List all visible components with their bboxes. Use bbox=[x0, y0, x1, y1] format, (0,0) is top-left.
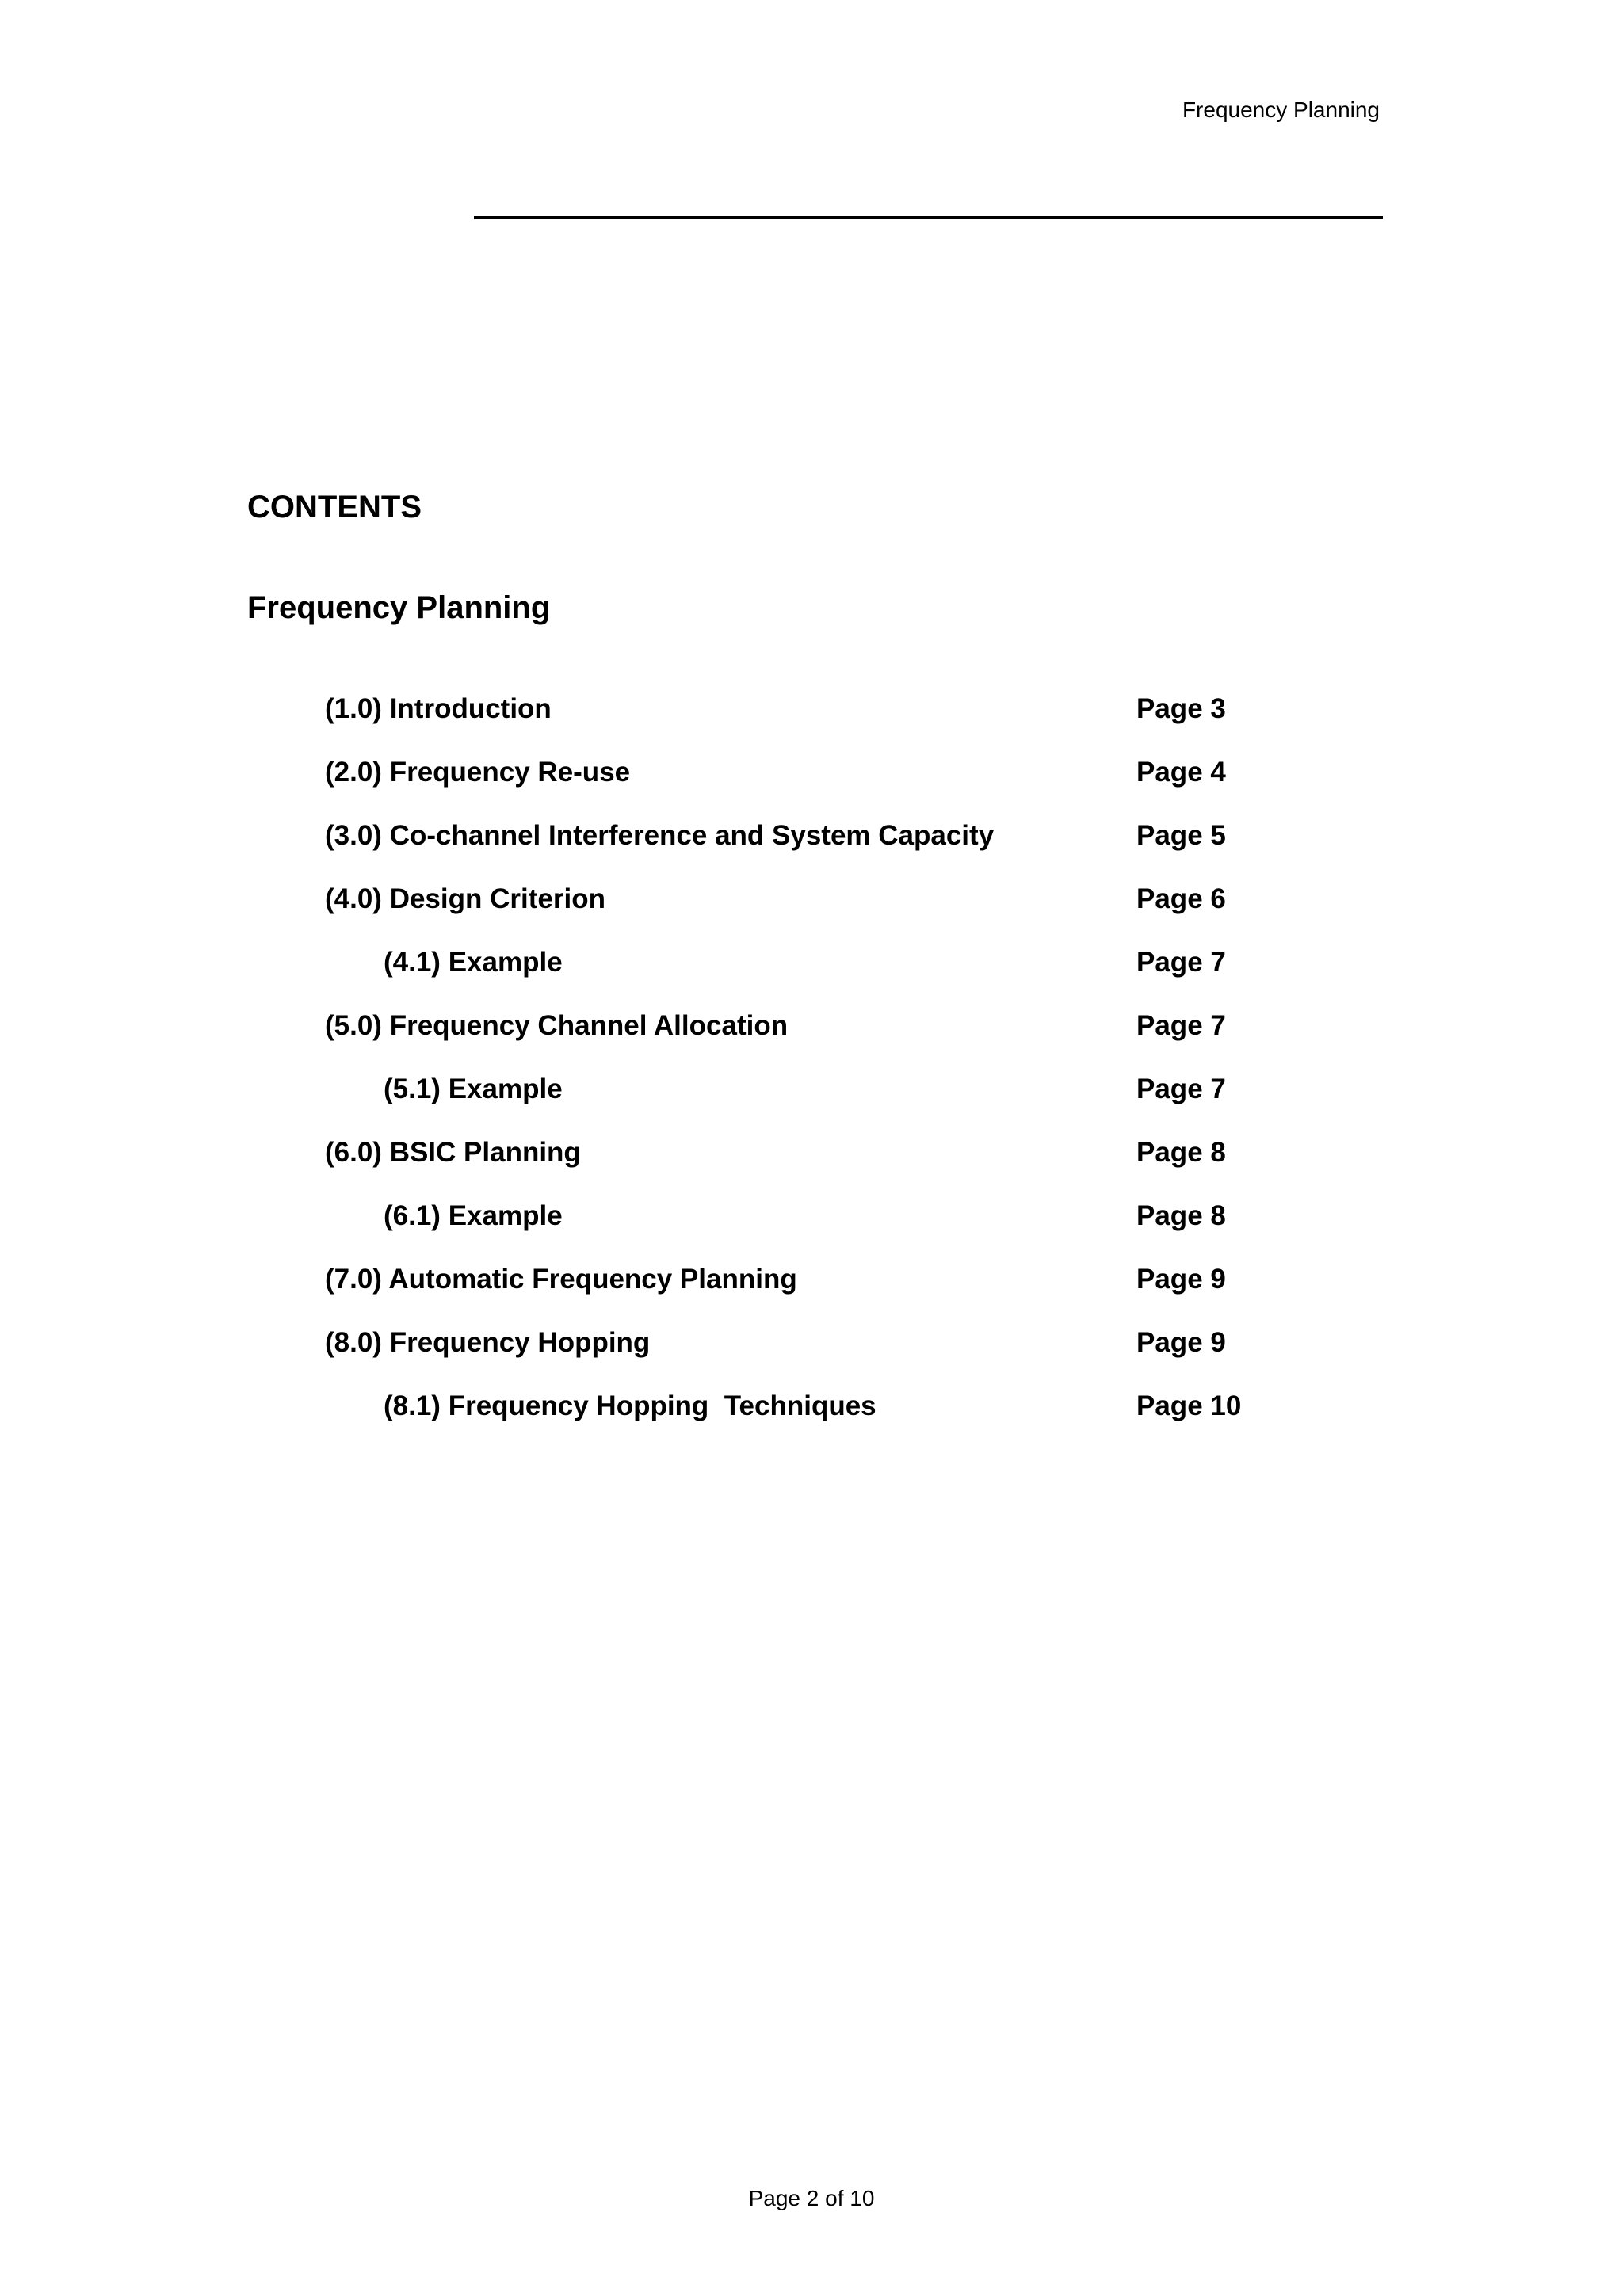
toc-entry-page: Page 8 bbox=[1136, 1137, 1226, 1168]
toc-entry-label: (8.1) Frequency Hopping Techniques bbox=[384, 1390, 876, 1421]
toc-entry[interactable] bbox=[0, 688, 1623, 751]
toc-entry[interactable] bbox=[0, 1258, 1623, 1322]
table-of-contents bbox=[0, 688, 1623, 1448]
toc-entry-label: (5.0) Frequency Channel Allocation bbox=[325, 1010, 789, 1041]
footer-page-number: Page 2 of 10 bbox=[748, 2186, 875, 2210]
toc-entry-label: (7.0) Automatic Frequency Planning bbox=[325, 1264, 797, 1295]
toc-subentry[interactable] bbox=[0, 1195, 1623, 1258]
toc-entry-page: Page 7 bbox=[1136, 947, 1226, 978]
toc-entry[interactable] bbox=[0, 814, 1623, 878]
toc-subentry[interactable] bbox=[0, 941, 1623, 1005]
toc-entry[interactable] bbox=[0, 1005, 1623, 1068]
toc-entry-page: Page 9 bbox=[1136, 1264, 1226, 1295]
toc-entry-label: (1.0) Introduction bbox=[325, 693, 552, 724]
toc-entry-page: Page 9 bbox=[1136, 1327, 1226, 1358]
toc-entry-page: Page 3 bbox=[1136, 693, 1226, 724]
toc-entry-page: Page 6 bbox=[1136, 883, 1226, 914]
toc-entry-label: (6.0) BSIC Planning bbox=[325, 1137, 581, 1168]
toc-subentry[interactable] bbox=[0, 1385, 1623, 1448]
running-header-title: Frequency Planning bbox=[1182, 97, 1380, 122]
toc-entry[interactable] bbox=[0, 751, 1623, 814]
toc-entry-label: (4.1) Example bbox=[384, 947, 563, 978]
toc-entry-label: (8.0) Frequency Hopping bbox=[325, 1327, 651, 1358]
header-divider bbox=[474, 216, 1383, 219]
contents-heading: CONTENTS bbox=[247, 490, 422, 524]
toc-subentry[interactable] bbox=[0, 1068, 1623, 1131]
toc-entry[interactable] bbox=[0, 878, 1623, 941]
toc-entry-label: (3.0) Co-channel Interference and System Capacity bbox=[325, 820, 995, 851]
toc-entry-page: Page 7 bbox=[1136, 1074, 1226, 1104]
document-title: Frequency Planning bbox=[247, 590, 551, 625]
toc-entry-label: (4.0) Design Criterion bbox=[325, 883, 605, 914]
toc-entry-page: Page 8 bbox=[1136, 1200, 1226, 1231]
toc-entry-label: (6.1) Example bbox=[384, 1200, 563, 1231]
toc-entry-page: Page 7 bbox=[1136, 1010, 1226, 1041]
toc-entry-label: (5.1) Example bbox=[384, 1074, 563, 1104]
toc-entry[interactable] bbox=[0, 1131, 1623, 1195]
toc-entry-page: Page 4 bbox=[1136, 757, 1226, 788]
toc-entry-label: (2.0) Frequency Re-use bbox=[325, 757, 631, 788]
toc-entry-page: Page 10 bbox=[1136, 1390, 1242, 1421]
toc-entry-page: Page 5 bbox=[1136, 820, 1226, 851]
toc-entry[interactable] bbox=[0, 1322, 1623, 1385]
